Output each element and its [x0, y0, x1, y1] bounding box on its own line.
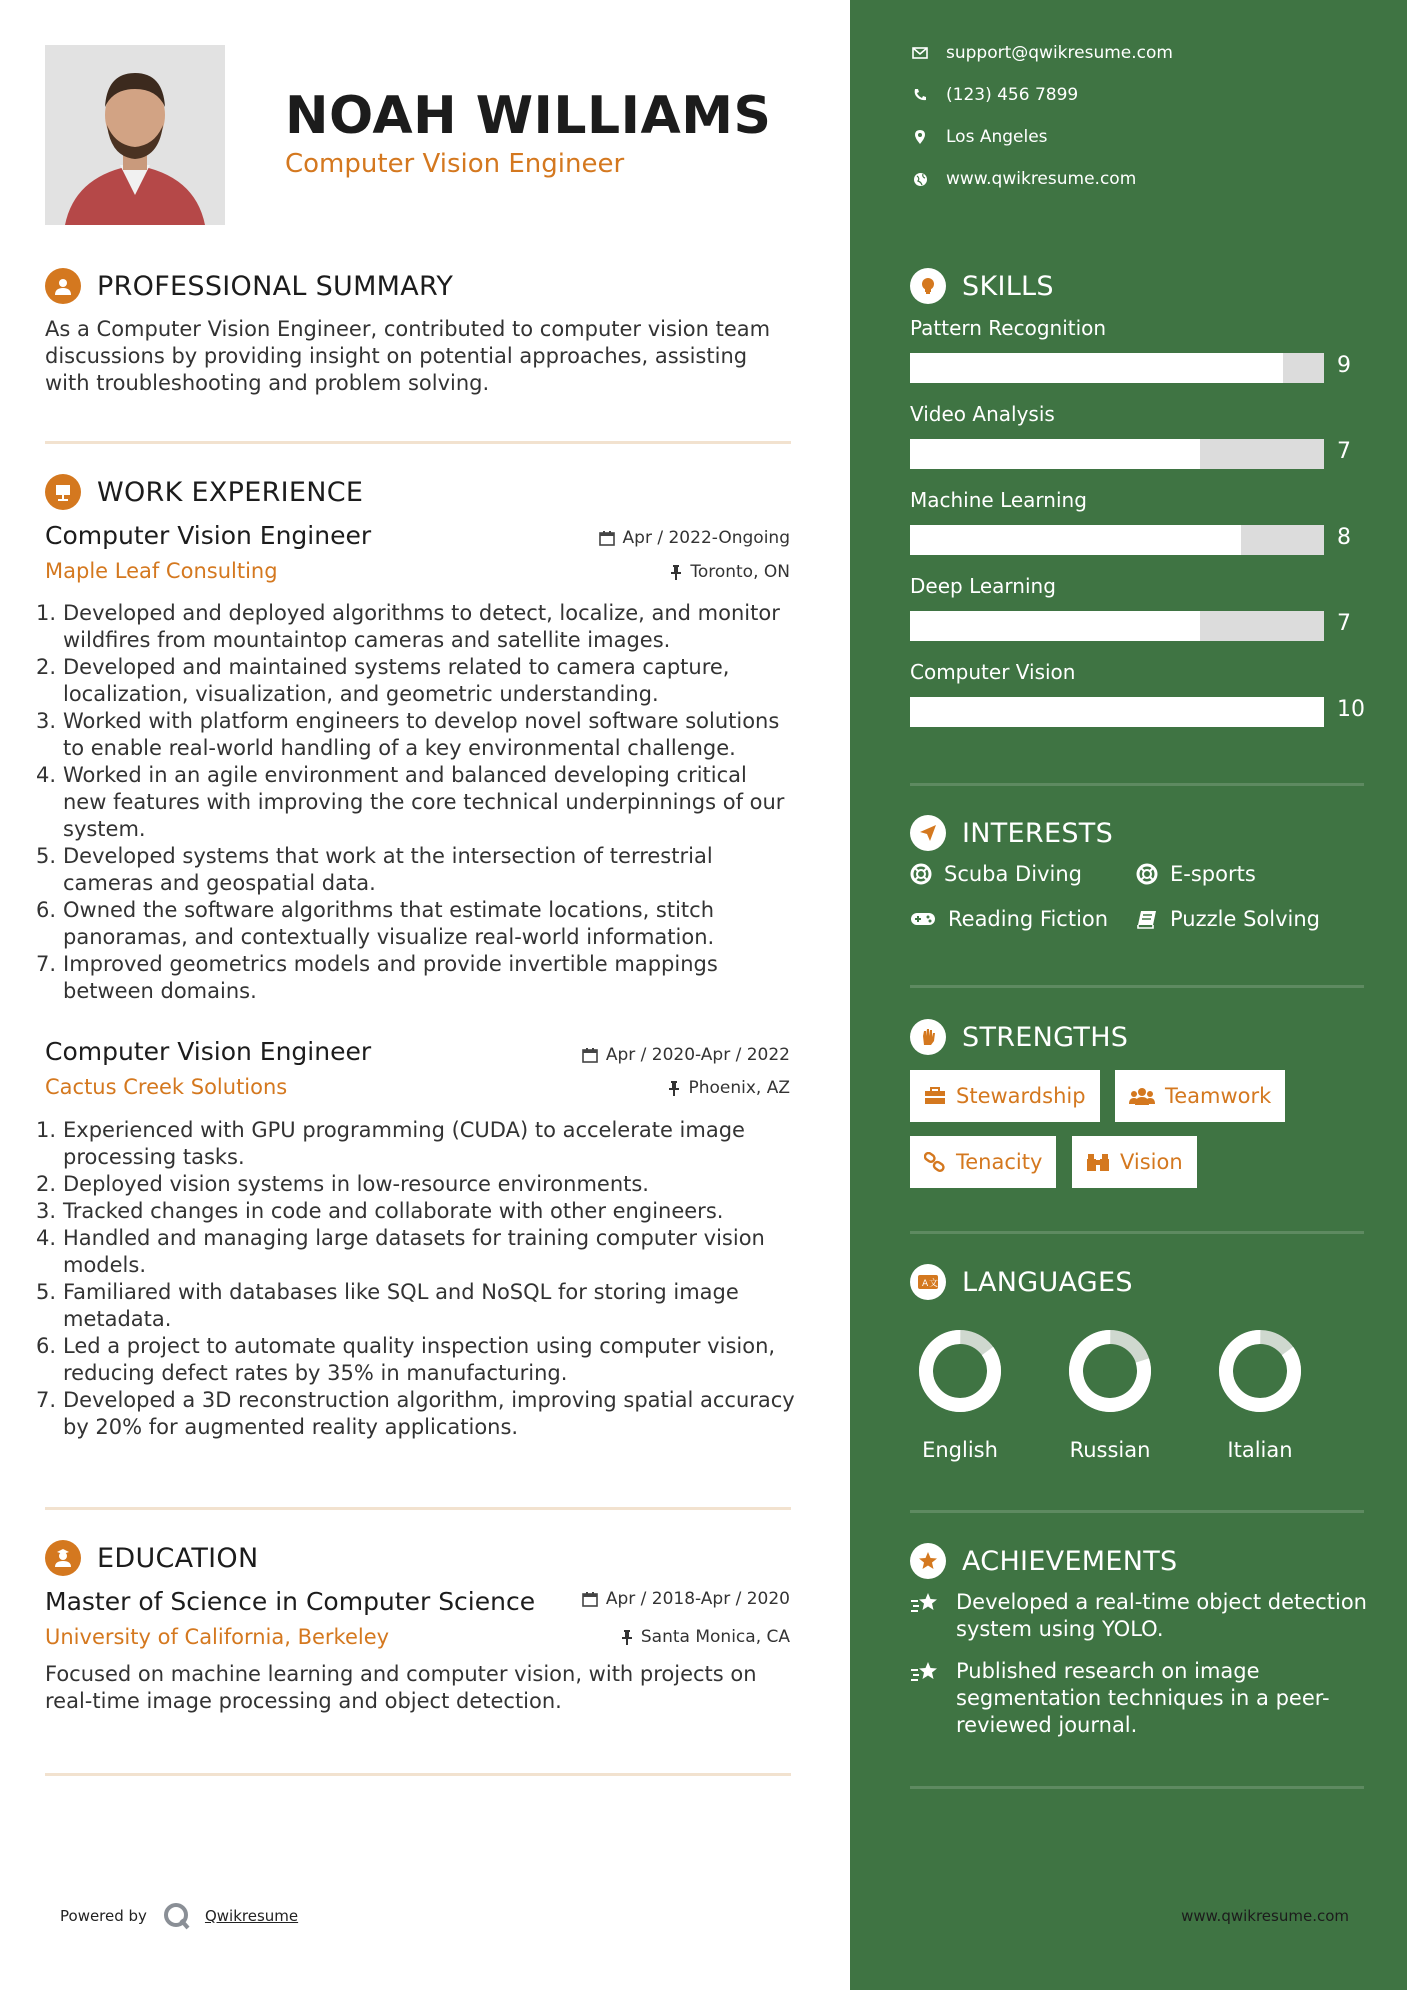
interest-label: Scuba Diving	[944, 862, 1082, 886]
list-item	[36, 897, 796, 951]
skill-value: 9	[1337, 353, 1351, 378]
achievement-item	[910, 1589, 1370, 1643]
contact-location	[910, 127, 1048, 147]
globe-icon	[913, 172, 928, 187]
qwikresume-logo-icon	[163, 1902, 191, 1930]
job-location-text: Phoenix, AZ	[688, 1078, 790, 1098]
skill-label: Computer Vision	[910, 660, 1076, 684]
summary-title: PROFESSIONAL SUMMARY	[97, 270, 454, 302]
calendar-icon	[599, 530, 615, 546]
skill-bar	[910, 525, 1324, 555]
job-location-text: Toronto, ON	[690, 562, 790, 582]
powered-by	[60, 1902, 298, 1930]
list-item	[36, 951, 796, 1005]
list-text: Owned the software algorithms that estimate locations, stitch panoramas, and contextually visualize real-world information.	[63, 898, 715, 949]
job-date-text: Apr / 2020-Apr / 2022	[605, 1045, 790, 1065]
languages-title: LANGUAGES	[962, 1266, 1133, 1298]
language-donut	[915, 1326, 1005, 1416]
summary-text: As a Computer Vision Engineer, contributed to computer vision team discussions by providing insight on potential approaches, assisting with troubleshooting and problem solving.	[45, 317, 771, 395]
strength-label: Stewardship	[956, 1084, 1086, 1108]
job-title: Computer Vision Engineer	[45, 521, 372, 550]
translate-icon	[910, 1264, 946, 1300]
list-text: Worked with platform engineers to develop novel software solutions to enable real-world handling of a key environmental challenge.	[63, 709, 780, 760]
language-item	[1050, 1326, 1170, 1462]
list-number: 4.	[36, 1226, 57, 1250]
list-text: Developed and maintained systems related to camera capture, localization, visualization, and geometric understanding.	[63, 655, 730, 706]
language-item	[1200, 1326, 1320, 1462]
education-text: Focused on machine learning and computer vision, with projects on real-time image processing and object detection.	[45, 1662, 757, 1713]
list-number: 6.	[36, 1334, 57, 1358]
skill-value: 8	[1337, 525, 1351, 550]
language-donut-fill	[1067, 1328, 1153, 1414]
presentation-icon	[45, 474, 81, 510]
achievement-text: Published research on image segmentation techniques in a peer-reviewed journal.	[956, 1659, 1330, 1737]
user-icon	[45, 268, 81, 304]
list-text: Handled and managing large datasets for training computer vision models.	[63, 1226, 765, 1277]
section-divider	[910, 783, 1364, 786]
calendar-icon	[582, 1591, 598, 1607]
degree-title: Master of Science in Computer Science	[45, 1587, 536, 1616]
section-divider	[45, 441, 791, 444]
list-item	[36, 600, 796, 654]
profile-photo	[45, 45, 225, 225]
list-item	[36, 1225, 796, 1279]
contact-website-text: www.qwikresume.com	[946, 169, 1137, 189]
language-donut	[1065, 1326, 1155, 1416]
skill-bar-fill	[910, 697, 1324, 727]
list-number: 3.	[36, 1199, 57, 1223]
list-item	[36, 1117, 796, 1171]
pin-icon	[668, 1080, 680, 1096]
candidate-name: NOAH WILLIAMS	[285, 86, 772, 146]
achievement-text: Developed a real-time object detection system using YOLO.	[956, 1590, 1367, 1641]
education-heading	[45, 1540, 258, 1576]
list-text: Improved geometrics models and provide invertible mappings between domains.	[63, 952, 718, 1003]
school-name: University of California, Berkeley	[45, 1625, 390, 1649]
strengths-title: STRENGTHS	[962, 1021, 1129, 1053]
job-duties-list	[36, 1117, 796, 1441]
paper-plane-icon	[910, 815, 946, 851]
skills-heading	[910, 268, 1054, 304]
svg-text:文: 文	[929, 1279, 939, 1289]
hand-icon	[910, 1019, 946, 1055]
binoculars-icon	[1086, 1152, 1110, 1172]
job-location	[668, 1078, 790, 1098]
list-item	[36, 1279, 796, 1333]
job-date-text: Apr / 2022-Ongoing	[622, 528, 790, 548]
education-location-text: Santa Monica, CA	[640, 1627, 790, 1647]
list-item	[36, 654, 796, 708]
skill-value: 7	[1337, 439, 1351, 464]
strength-label: Vision	[1120, 1150, 1183, 1174]
list-item	[36, 762, 796, 843]
languages-heading	[910, 1264, 1133, 1300]
skill-label: Pattern Recognition	[910, 316, 1107, 340]
summary-heading	[45, 268, 453, 304]
pin-icon	[621, 1629, 633, 1645]
skill-bar	[910, 353, 1324, 383]
list-item	[36, 1198, 796, 1225]
section-divider	[45, 1507, 791, 1510]
list-text: Tracked changes in code and collaborate with other engineers.	[63, 1199, 724, 1223]
interest-item	[1136, 907, 1320, 931]
list-number: 2.	[36, 1172, 57, 1196]
list-item	[36, 1333, 796, 1387]
list-text: Experienced with GPU programming (CUDA) to accelerate image processing tasks.	[63, 1118, 745, 1169]
skill-label: Machine Learning	[910, 488, 1087, 512]
achievements-title: ACHIEVEMENTS	[962, 1545, 1178, 1577]
strength-tag	[1115, 1070, 1285, 1122]
svg-text:A: A	[922, 1279, 929, 1289]
interest-item	[910, 907, 1108, 931]
link-icon	[924, 1152, 946, 1172]
interest-item	[910, 862, 1082, 886]
contact-email[interactable]	[910, 43, 1173, 63]
skill-bar	[910, 611, 1324, 641]
experience-heading	[45, 474, 363, 510]
interests-title: INTERESTS	[962, 817, 1114, 849]
strength-tag	[910, 1070, 1100, 1122]
skill-bar-fill	[910, 525, 1241, 555]
strength-tag	[1072, 1136, 1197, 1188]
language-label: Italian	[1227, 1438, 1293, 1462]
interest-label: Puzzle Solving	[1170, 907, 1320, 931]
list-number: 4.	[36, 763, 57, 787]
skill-bar	[910, 697, 1324, 727]
section-divider	[45, 1773, 791, 1776]
list-text: Developed a 3D reconstruction algorithm, improving spatial accuracy by 20% for augmented reality applications.	[63, 1388, 795, 1439]
envelope-icon	[912, 47, 928, 59]
list-number: 1.	[36, 601, 57, 625]
list-number: 7.	[36, 1388, 57, 1412]
skill-bar-fill	[910, 611, 1200, 641]
qwikresume-link[interactable]: Qwikresume	[204, 1907, 299, 1925]
footer-website[interactable]: www.qwikresume.com	[1181, 1907, 1349, 1925]
language-item	[900, 1326, 1020, 1462]
contact-phone-text: (123) 456 7899	[946, 85, 1079, 105]
list-number: 2.	[36, 655, 57, 679]
list-number: 5.	[36, 844, 57, 868]
skills-title: SKILLS	[962, 270, 1054, 302]
contact-phone[interactable]	[910, 85, 1078, 105]
skill-value: 10	[1337, 697, 1365, 722]
experience-title: WORK EXPERIENCE	[97, 476, 364, 508]
graduate-icon	[45, 1540, 81, 1576]
contact-location-text: Los Angeles	[946, 127, 1048, 147]
education-title: EDUCATION	[97, 1542, 259, 1574]
strength-tag	[910, 1136, 1056, 1188]
skill-bar-fill	[910, 439, 1200, 469]
phone-icon	[913, 88, 927, 102]
users-icon	[1129, 1087, 1155, 1105]
powered-by-label: Powered by	[60, 1907, 147, 1925]
interests-heading	[910, 815, 1113, 851]
list-text: Worked in an agile environment and balanced developing critical new features with improving the core technical underpinnings of our system.	[63, 763, 785, 841]
job-duties-list	[36, 600, 796, 1005]
shooting-star-icon	[910, 1591, 942, 1617]
map-pin-icon	[914, 129, 926, 145]
list-text: Developed and deployed algorithms to detect, localize, and monitor wildfires from mountaintop cameras and satellite images.	[63, 601, 780, 652]
gamepad-icon	[910, 911, 936, 927]
list-text: Led a project to automate quality inspection using computer vision, reducing defect rates by 35% in manufacturing.	[63, 1334, 776, 1385]
strength-label: Tenacity	[956, 1150, 1043, 1174]
list-text: Developed systems that work at the intersection of terrestrial cameras and geospatial data.	[63, 844, 713, 895]
language-label: English	[922, 1438, 998, 1462]
education-date	[582, 1589, 790, 1609]
list-text: Familiared with databases like SQL and NoSQL for storing image metadata.	[63, 1280, 739, 1331]
education-location	[621, 1627, 790, 1647]
section-divider	[910, 1786, 1364, 1789]
pin-icon	[670, 564, 682, 580]
achievements-heading	[910, 1543, 1178, 1579]
briefcase-icon	[924, 1087, 946, 1105]
job-location	[670, 562, 790, 582]
list-number: 7.	[36, 952, 57, 976]
education-date-text: Apr / 2018-Apr / 2020	[605, 1589, 790, 1609]
section-divider	[910, 1231, 1364, 1234]
list-number: 3.	[36, 709, 57, 733]
interest-label: E-sports	[1170, 862, 1256, 886]
language-donut-fill	[915, 1326, 1005, 1416]
skill-value: 7	[1337, 611, 1351, 636]
job-date	[582, 1045, 790, 1065]
interest-label: Reading Fiction	[948, 907, 1109, 931]
book-icon	[1136, 909, 1158, 929]
language-donut-fill	[1215, 1326, 1305, 1416]
skill-bar-fill	[910, 353, 1283, 383]
contact-website[interactable]	[910, 169, 1136, 189]
skill-label: Video Analysis	[910, 402, 1055, 426]
job-company: Cactus Creek Solutions	[45, 1075, 288, 1099]
sidebar	[850, 0, 1407, 1990]
achievement-item	[910, 1658, 1370, 1739]
list-item	[36, 1171, 796, 1198]
job-title: Computer Vision Engineer	[45, 1037, 372, 1066]
shooting-star-icon	[910, 1660, 942, 1686]
list-text: Deployed vision systems in low-resource environments.	[63, 1172, 649, 1196]
contact-email-text: support@qwikresume.com	[946, 43, 1173, 63]
calendar-icon	[582, 1047, 598, 1063]
skill-bar	[910, 439, 1324, 469]
list-item	[36, 843, 796, 897]
candidate-title: Computer Vision Engineer	[285, 149, 625, 179]
interest-item	[1136, 862, 1256, 886]
job-date	[599, 528, 790, 548]
strengths-heading	[910, 1019, 1128, 1055]
section-divider	[910, 985, 1364, 988]
lightbulb-icon	[910, 268, 946, 304]
list-number: 5.	[36, 1280, 57, 1304]
list-number: 6.	[36, 898, 57, 922]
lifebuoy-icon	[910, 863, 932, 885]
strength-label: Teamwork	[1165, 1084, 1272, 1108]
list-number: 1.	[36, 1118, 57, 1142]
star-badge-icon	[910, 1543, 946, 1579]
skill-label: Deep Learning	[910, 574, 1056, 598]
person-photo-icon	[45, 45, 225, 225]
list-item	[36, 1387, 796, 1441]
list-item	[36, 708, 796, 762]
lifebuoy-icon	[1136, 863, 1158, 885]
language-label: Russian	[1069, 1438, 1151, 1462]
job-company: Maple Leaf Consulting	[45, 559, 278, 583]
language-donut	[1215, 1326, 1305, 1416]
section-divider	[910, 1510, 1364, 1513]
